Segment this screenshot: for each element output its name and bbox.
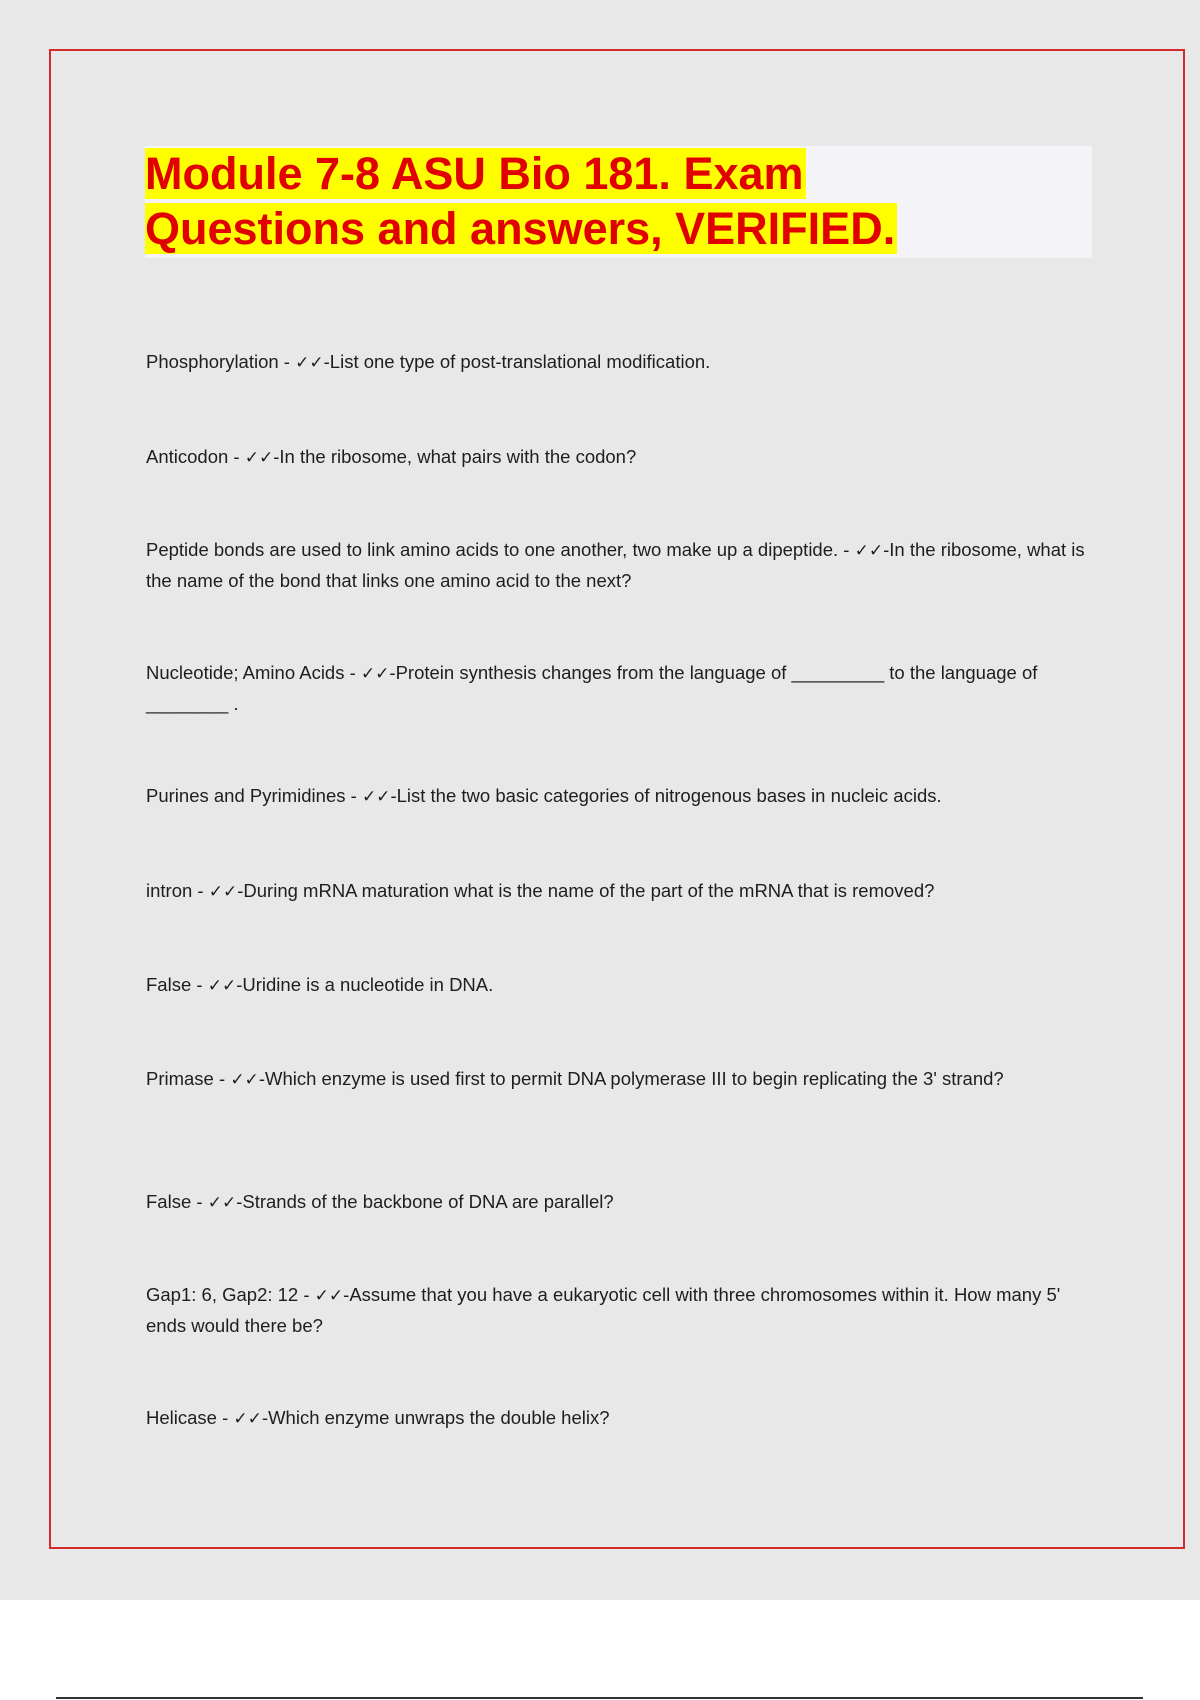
title-line-2: Questions and answers, VERIFIED.: [145, 203, 896, 254]
question-text: In the ribosome, what is the name of the bond that links one amino acid to the next?: [146, 539, 1085, 591]
question-text: Uridine is a nucleotide in DNA.: [242, 974, 494, 995]
answer-text: Anticodon: [146, 446, 229, 467]
double-check-icon: ✓✓: [295, 353, 324, 373]
question-text: List one type of post-translational modification.: [329, 351, 711, 372]
double-check-icon: ✓✓: [207, 976, 237, 996]
qa-item-1: Phosphorylation - ✓✓-List one type of post-translational modification.: [146, 351, 711, 373]
question-text: In the ribosome, what pairs with the codon?: [279, 446, 637, 467]
question-text: List the two basic categories of nitrogenous bases in nucleic acids.: [396, 785, 942, 806]
double-check-icon: ✓✓: [361, 787, 391, 807]
answer-text: intron: [146, 880, 193, 901]
qa-item-10: Gap1: 6, Gap2: 12 - ✓✓-Assume that you have a eukaryotic cell with three chromosomes within it. How many 5' ends would there be?: [146, 1284, 1061, 1336]
double-check-icon: ✓✓: [314, 1286, 344, 1306]
answer-text: Phosphorylation: [146, 351, 279, 372]
answer-text: False: [146, 974, 192, 995]
qa-item-8: Primase - ✓✓-Which enzyme is used first to permit DNA polymerase III to begin replicating the 3' strand?: [146, 1068, 1004, 1090]
answer-text: Purines and Pyrimidines: [146, 785, 346, 806]
double-check-icon: ✓✓: [230, 1070, 259, 1090]
answer-text: Gap1: 6, Gap2: 12: [146, 1284, 299, 1305]
qa-item-11: Helicase - ✓✓-Which enzyme unwraps the double helix?: [146, 1407, 610, 1429]
question-text: Which enzyme is used first to permit DNA polymerase III to begin replicating the 3' strand?: [264, 1068, 1004, 1089]
title-line-1: Module 7-8 ASU Bio 181. Exam: [145, 148, 804, 199]
footer-rule: [56, 1697, 1143, 1699]
qa-item-7: False - ✓✓-Uridine is a nucleotide in DNA.: [146, 974, 494, 996]
answer-text: Helicase: [146, 1407, 217, 1428]
answer-text: False: [146, 1191, 192, 1212]
double-check-icon: ✓✓: [360, 664, 390, 684]
answer-text: Nucleotide; Amino Acids: [146, 662, 345, 683]
double-check-icon: ✓✓: [208, 882, 238, 902]
question-text: Assume that you have a eukaryotic cell with three chromosomes within it. How many 5' ends would there be?: [146, 1284, 1061, 1336]
answer-text: Peptide bonds are used to link amino acids to one another, two make up a dipeptide.: [146, 539, 839, 560]
double-check-icon: ✓✓: [233, 1409, 262, 1429]
qa-item-9: False - ✓✓-Strands of the backbone of DNA are parallel?: [146, 1191, 614, 1213]
question-text: Strands of the backbone of DNA are parallel?: [242, 1191, 614, 1212]
qa-item-2: Anticodon - ✓✓-In the ribosome, what pairs with the codon?: [146, 446, 637, 468]
question-text: Which enzyme unwraps the double helix?: [268, 1407, 610, 1428]
document-title: [145, 146, 945, 256]
qa-item-6: intron - ✓✓-During mRNA maturation what is the name of the part of the mRNA that is removed?: [146, 880, 935, 902]
answer-text: Primase: [146, 1068, 214, 1089]
question-text: During mRNA maturation what is the name of the part of the mRNA that is removed?: [243, 880, 935, 901]
qa-item-4: Nucleotide; Amino Acids - ✓✓-Protein synthesis changes from the language of _________ to the language of ________ .: [146, 662, 1038, 714]
qa-item-5: Purines and Pyrimidines - ✓✓-List the two basic categories of nitrogenous bases in nucleic acids.: [146, 785, 942, 807]
double-check-icon: ✓✓: [244, 448, 274, 468]
qa-item-3: Peptide bonds are used to link amino acids to one another, two make up a dipeptide. - ✓✓-In the ribosome, what is the name of the bond that links one amino acid to the next?: [146, 539, 1085, 591]
double-check-icon: ✓✓: [854, 541, 884, 561]
question-text: Protein synthesis changes from the language of _________ to the language of ________ .: [146, 662, 1038, 714]
double-check-icon: ✓✓: [207, 1193, 237, 1213]
